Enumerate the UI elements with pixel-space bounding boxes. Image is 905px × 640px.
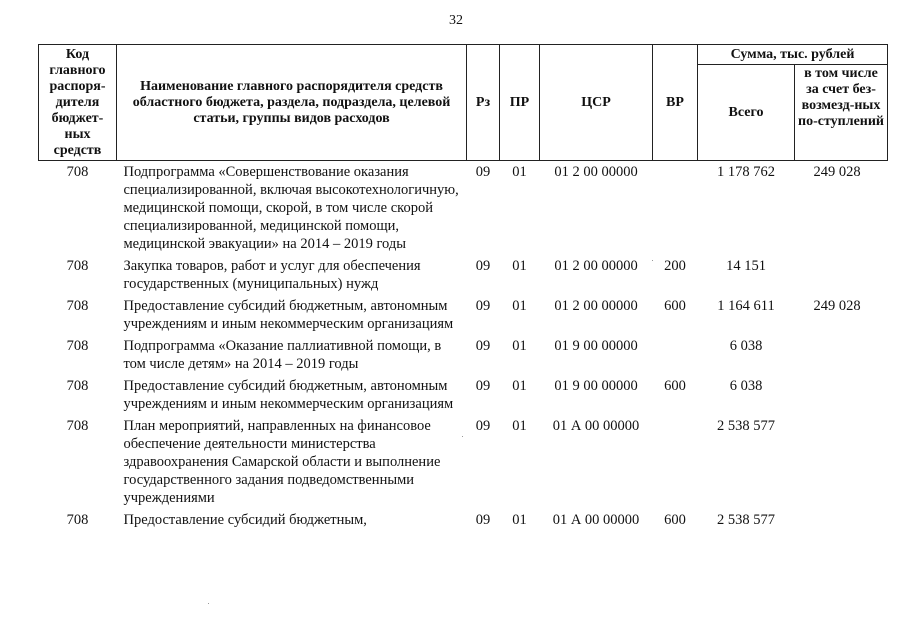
cell-pr: 01 xyxy=(512,512,527,528)
table-row xyxy=(39,377,888,417)
header-pr: ПР xyxy=(500,45,540,161)
cell-total: 2 538 577 xyxy=(717,418,775,434)
header-name: Наименование главного распорядителя средств областного бюджета, раздела, подраздела, целевой статьи, группы видов расходов xyxy=(117,45,467,161)
cell-vr: 200 xyxy=(664,258,686,274)
cell-rz: 09 xyxy=(475,164,491,180)
cell-total: 2 538 577 xyxy=(717,512,775,528)
cell-vr: 600 xyxy=(664,512,686,528)
scan-speck xyxy=(652,260,653,261)
cell-code: 708 xyxy=(66,378,89,394)
cell-rz: 09 xyxy=(475,512,491,528)
cell-code: 708 xyxy=(66,338,89,354)
cell-vr: 600 xyxy=(664,298,686,314)
table-row xyxy=(39,297,888,337)
table-header xyxy=(39,45,888,161)
cell-vr xyxy=(653,161,698,258)
header-total: Всего xyxy=(698,65,795,161)
cell-csr: 01 9 00 00000 xyxy=(554,338,638,354)
cell-total: 6 038 xyxy=(729,378,763,394)
cell-code: 708 xyxy=(66,258,89,274)
cell-csr: 01 9 00 00000 xyxy=(554,378,638,394)
cell-rz: 09 xyxy=(475,258,491,274)
header-vr: ВР xyxy=(653,45,698,161)
table-row xyxy=(39,337,888,377)
table-row xyxy=(39,257,888,297)
table-body xyxy=(39,161,888,534)
cell-csr: 01 2 00 00000 xyxy=(554,298,638,314)
budget-table xyxy=(38,44,888,533)
cell-pr: 01 xyxy=(512,418,527,434)
header-sum: Сумма, тыс. рублей xyxy=(698,45,888,65)
cell-pr: 01 xyxy=(512,258,527,274)
cell-incl xyxy=(795,377,888,417)
scan-speck xyxy=(462,436,463,437)
cell-rz: 09 xyxy=(475,418,491,434)
cell-incl xyxy=(795,257,888,297)
cell-name: Подпрограмма «Совершенствование оказания специализированной, включая высокотехнологичную, медицинской помощи, скорой, в том числе скорой специализированной, медицинской помощи, медицинской эвакуации» на 2014 – 2019 годы xyxy=(123,164,459,252)
cell-incl: 249 028 xyxy=(813,298,861,314)
cell-rz: 09 xyxy=(475,338,491,354)
cell-name: Закупка товаров, работ и услуг для обеспечения государственных (муниципальных) нужд xyxy=(123,258,421,292)
header-csr: ЦСР xyxy=(540,45,653,161)
page-number: 32 xyxy=(449,13,463,28)
cell-pr: 01 xyxy=(512,378,527,394)
cell-pr: 01 xyxy=(512,338,527,354)
cell-pr: 01 xyxy=(512,164,527,180)
cell-csr: 01 А 00 00000 xyxy=(552,418,640,434)
cell-name: Предоставление субсидий бюджетным, xyxy=(123,512,367,528)
table-row xyxy=(39,417,888,511)
cell-incl xyxy=(795,337,888,377)
cell-csr: 01 А 00 00000 xyxy=(552,512,640,528)
cell-incl xyxy=(795,511,888,533)
cell-code: 708 xyxy=(66,512,89,528)
header-rz: Рз xyxy=(467,45,500,161)
cell-code: 708 xyxy=(66,298,89,314)
cell-name: Предоставление субсидий бюджетным, автономным учреждениям и иным некоммерческим организациям xyxy=(123,298,454,332)
cell-total: 1 178 762 xyxy=(717,164,775,180)
cell-rz: 09 xyxy=(475,378,491,394)
cell-name: Предоставление субсидий бюджетным, автономным учреждениям и иным некоммерческим организациям xyxy=(123,378,454,412)
cell-incl xyxy=(795,417,888,511)
header-code: Код главного распоря-дителя бюджет-ных средств xyxy=(39,45,117,161)
table-row xyxy=(39,511,888,533)
cell-name: План мероприятий, направленных на финансовое обеспечение деятельности министерства здравоохранения Самарской области и выполнение государственного задания подведомственными учреждениями xyxy=(123,418,441,506)
cell-total: 6 038 xyxy=(729,338,763,354)
cell-code: 708 xyxy=(66,164,89,180)
scan-speck xyxy=(208,603,209,604)
cell-vr xyxy=(653,417,698,511)
table-row xyxy=(39,161,888,258)
cell-code: 708 xyxy=(66,418,89,434)
cell-total: 1 164 611 xyxy=(717,298,775,314)
cell-name: Подпрограмма «Оказание паллиативной помощи, в том числе детям» на 2014 – 2019 годы xyxy=(123,338,442,372)
header-incl: в том числе за счет без-возмезд-ных по-ступлений xyxy=(795,65,888,161)
cell-pr: 01 xyxy=(512,298,527,314)
cell-csr: 01 2 00 00000 xyxy=(554,164,638,180)
cell-rz: 09 xyxy=(475,298,491,314)
cell-total: 14 151 xyxy=(726,258,766,274)
cell-vr xyxy=(653,337,698,377)
cell-incl: 249 028 xyxy=(813,164,861,180)
cell-csr: 01 2 00 00000 xyxy=(554,258,638,274)
cell-vr: 600 xyxy=(664,378,686,394)
